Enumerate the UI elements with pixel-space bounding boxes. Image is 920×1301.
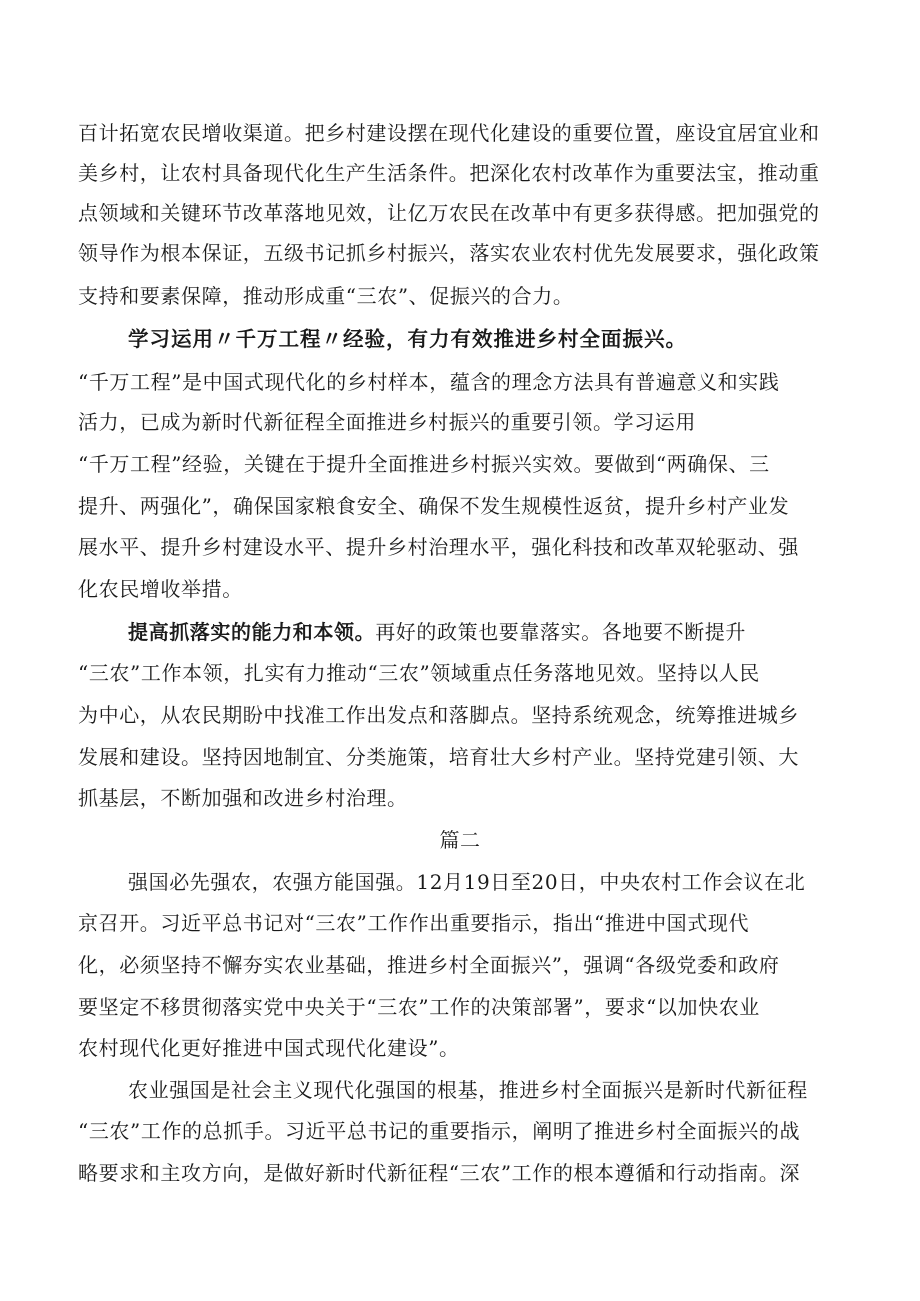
body-text-line: 展水平、提升乡村建设水平、提升乡村治理水平，强化科技和改革双轮驱动、强	[78, 535, 799, 559]
body-text-line: 活力，已成为新时代新征程全面推进乡村振兴的重要引领。学习运用	[78, 410, 696, 434]
body-text-line: “三农”工作的总抓手。习近平总书记的重要指示，阐明了推进乡村全面振兴的战	[78, 1119, 801, 1143]
body-text-line: 领导作为根本保证，五级书记抓乡村振兴，落实农业农村优先发展要求，强化政策	[78, 241, 820, 265]
body-text-line: 农村现代化更好推进中国式现代化建设”。	[78, 1036, 460, 1060]
body-text-line: 发展和建设。坚持因地制宜、分类施策，培育壮大乡村产业。坚持党建引领、大	[78, 745, 799, 769]
body-text-line: 抓基层，不断加强和改进乡村治理。	[78, 786, 408, 810]
body-text-line: 提升、两强化”，确保国家粮食安全、确保不发生规模性返贫，提升乡村产业发	[78, 494, 790, 518]
section-heading: 学习运用〃千万工程〃经验，有力有效推进乡村全面振兴。	[128, 327, 687, 351]
body-text-line: 支持和要素保障，推动形成重“三农”、促振兴的合力。	[78, 284, 574, 308]
paragraph-lead-line	[128, 612, 746, 652]
body-text-line: 美乡村，让农村具备现代化生产生活条件。把深化农村改革作为重要法宝，推动重	[78, 161, 820, 185]
body-text-line: 百计拓宽农民增收渠道。把乡村建设摆在现代化建设的重要位置，座设宜居宜业和	[78, 121, 820, 145]
body-text-line: 略要求和主攻方向，是做好新时代新征程“三农”工作的根本遵循和行动指南。深	[78, 1161, 801, 1185]
body-text-line: “三农”工作本领，扎实有力推动“三农”领域重点任务落地见效。坚持以人民	[78, 661, 760, 685]
body-text-line: “千万工程”经验，关键在于提升全面推进乡村振兴实效。要做到“两确保、三	[78, 452, 770, 476]
bold-lead-text: 提高抓落实的能力和本领。	[128, 620, 376, 644]
body-text-line: 化农民增收举措。	[78, 577, 243, 601]
body-text-line: 农业强国是社会主义现代化强国的根基，推进乡村全面振兴是新时代新征程	[128, 1078, 808, 1102]
lead-line-rest: 再好的政策也要靠落实。各地要不断提升	[375, 620, 747, 644]
body-text-line: 要坚定不移贯彻落实党中央关于“三农”工作的决策部署”，要求“以加快农业	[78, 995, 760, 1019]
section-title: 篇二	[439, 828, 481, 852]
body-text-line: 点领域和关键环节改革落地见效，让亿万农民在改革中有更多获得感。把加强党的	[78, 201, 820, 225]
body-text-line: 强国必先强农，农强方能国强。12月19日至20日，中央农村工作会议在北	[128, 870, 806, 894]
body-text-line: 化，必须坚持不懈夯实农业基础，推进乡村全面振兴”，强调“各级党委和政府	[78, 953, 780, 977]
body-text-line: 京召开。习近平总书记对“三农”工作作出重要指示，指出“推进中国式现代	[78, 911, 750, 935]
body-text-line: “千万工程”是中国式现代化的乡村样本，蕴含的理念方法具有普遍意义和实践	[78, 370, 780, 394]
body-text-line: 为中心，从农民期盼中找准工作出发点和落脚点。坚持系统观念，统筹推进城乡	[78, 703, 799, 727]
